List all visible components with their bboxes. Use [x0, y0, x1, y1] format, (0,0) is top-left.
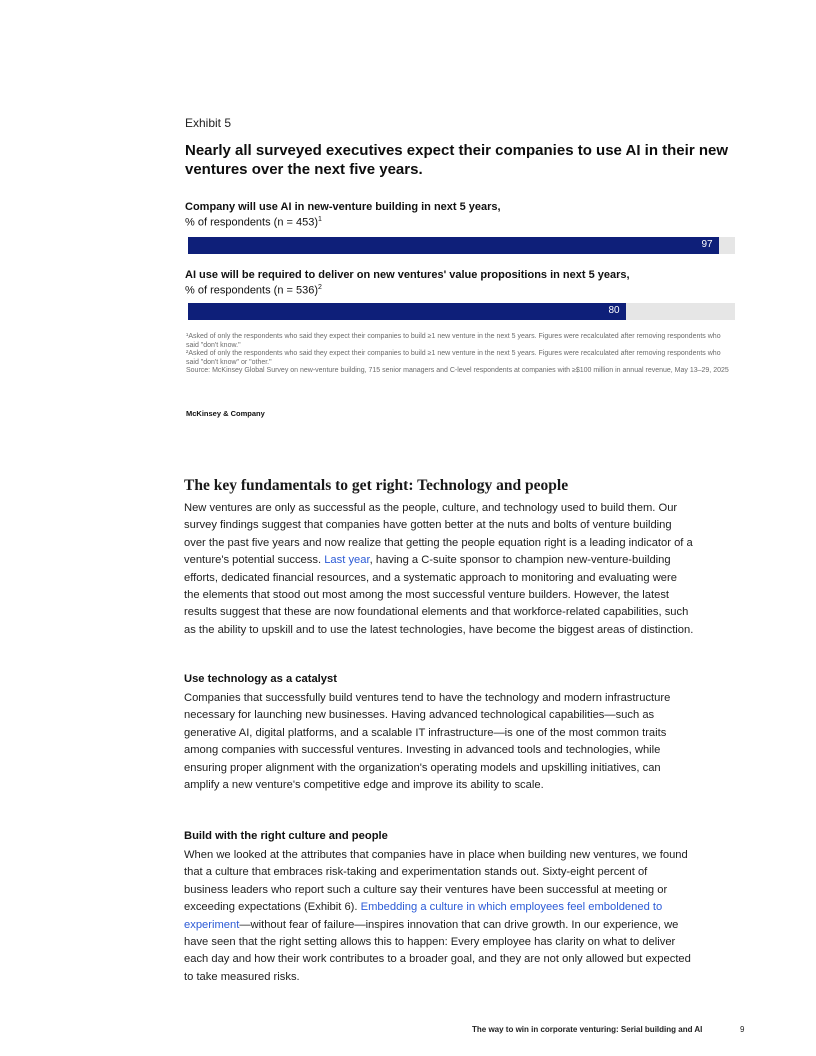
footer-title: The way to win in corporate venturing: Serial building and AI: [472, 1025, 703, 1034]
culture-text-2: —without fear of failure—inspires innovation that can drive growth. In our experience, we have seen that the right setting allows this to happen: Every employee has clarity on what to deliver each day and how their work contributes to a broader goal, and they are not only allowed but expected to take measured risks.: [184, 918, 691, 983]
publisher-logo-text: McKinsey & Company: [186, 409, 265, 418]
bar-2-value-label: 80: [608, 305, 620, 316]
last-year-link[interactable]: Last year: [324, 554, 370, 567]
intro-text-2: , having a C-suite sponsor to champion new-venture-building efforts, dedicated financial resources, and a systematic approach to monitoring and evaluating were the elements that stood out most among the most successful venture builders. However, the latest results suggest that these are now foundational elements and that workforce-related capabilities, such as the ability to upskill and to use the latest technologies, have become the biggest areas of distinction.: [184, 554, 694, 636]
intro-text-1: New ventures are only as successful as the people, culture, and technology used to build them. Our survey findings suggest that companies have gotten better at the nuts and bolts of venture building over the past five years and now realize that getting the people equation right is a leading indicator of a venture's potential success.: [184, 502, 693, 567]
bar-2-fill: [188, 303, 626, 320]
tech-subheading: Use technology as a catalyst: [184, 673, 337, 685]
exhibit-title: Nearly all surveyed executives expect their companies to use AI in their new ventures over the next five years.: [185, 142, 728, 178]
exhibit-label: Exhibit 5: [185, 116, 232, 130]
culture-embedding-link[interactable]: Embedding a culture in which employees feel emboldened to experiment: [184, 901, 663, 931]
bar-2-subtitle-text: % of respondents (n = 536): [185, 284, 318, 297]
bar-1-fill: [188, 237, 719, 254]
bar-2-footnote-marker: 2: [318, 284, 322, 291]
page-number: 9: [740, 1025, 745, 1034]
footnote-1: ¹Asked of only the respondents who said they expect their companies to build ≥1 new venture in the next 5 years. Figures were recalculated after removing respondents who said "don't know.": [186, 333, 721, 349]
culture-subheading: Build with the right culture and people: [184, 830, 388, 842]
bar-2-subtitle: [185, 281, 322, 298]
source-note: Source: McKinsey Global Survey on new-venture building, 715 senior managers and C-level respondents at companies with ≥$100 million in annual revenue, May 13–29, 2025: [186, 367, 729, 375]
culture-paragraph: [184, 847, 694, 986]
bar-1-subtitle-text: % of respondents (n = 453): [185, 216, 318, 229]
intro-paragraph: [184, 500, 694, 639]
footnote-2: ²Asked of only the respondents who said they expect their companies to build ≥1 new venture in the next 5 years. Figures were recalculated after removing respondents who said "don't know" or "other.": [186, 350, 721, 366]
tech-paragraph: Companies that successfully build ventures tend to have the technology and modern infrastructure necessary for launching new businesses. Having advanced technological capabilities—such as generative AI, digital platforms, and a scalable IT infrastructure—is one of the most common traits among companies with successful ventures. Investing in advanced tools and technologies, while ensuring proper alignment with the organization's operating models and upskilling initiatives, can amplify a new venture's competitive edge and improve its ability to scale.: [184, 692, 671, 792]
culture-text-1: When we looked at the attributes that companies have in place when building new ventures, we found that a culture that embraces risk-taking and experimentation stands out. Sixty-eight percent of business leaders who report such a culture say their ventures have been successful at meeting or exceeding expectations (Exhibit 6).: [184, 849, 688, 914]
exhibit-footnotes: [186, 333, 734, 376]
bar-2-title: AI use will be required to deliver on new ventures' value propositions in next 5 years,: [185, 269, 630, 281]
bar-1-value-label: 97: [701, 239, 713, 250]
bar-1-track: [188, 237, 735, 254]
bar-2-track: [188, 303, 735, 320]
bar-1-title: Company will use AI in new-venture building in next 5 years,: [185, 201, 501, 213]
bar-1-subtitle: [185, 213, 322, 230]
bar-1-footnote-marker: 1: [318, 216, 322, 223]
section-heading: The key fundamentals to get right: Technology and people: [184, 477, 569, 494]
